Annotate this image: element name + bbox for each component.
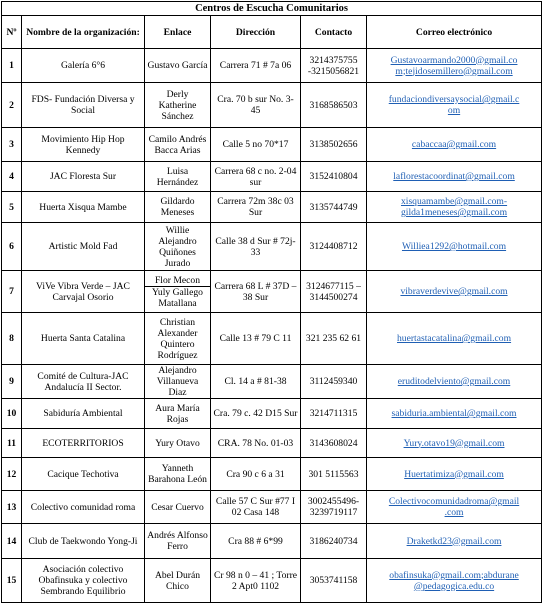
email-cell — [367, 162, 542, 192]
organization-name: Galería 6°6 — [22, 49, 145, 83]
email-cell — [367, 128, 542, 162]
email-link[interactable]: cabaccaa@gmail.com — [411, 139, 497, 150]
contact-person-name: Willie Alejandro Quiñones Jurado — [158, 224, 197, 269]
table-body — [2, 49, 542, 603]
email-link[interactable]: Gustavoarmando2000@gmail.co — [390, 54, 518, 66]
email-link[interactable]: laflorestacoordinat@gmail.com — [393, 171, 515, 182]
organization-name: JAC Floresta Sur — [22, 162, 145, 192]
phone: 321 235 62 61 — [301, 313, 367, 365]
phone: 3135744749 — [301, 192, 367, 223]
phone: 3152410804 — [301, 162, 367, 192]
organization-name: Colectivo comunidad roma — [22, 491, 145, 524]
contact-person-name: Yanneth Barahona León — [148, 463, 207, 485]
address: Calle 13 # 79 C 11 — [211, 313, 301, 365]
email-link[interactable]: eruditodelviento@gmail.com — [397, 376, 511, 387]
address: Carrera 68 L # 37D – 38 Sur — [211, 271, 301, 313]
contact-person — [145, 399, 211, 429]
table-row — [2, 458, 542, 491]
row-number: 5 — [2, 192, 22, 223]
email-link[interactable]: m;tejidosemillero@gmail.com — [395, 65, 513, 77]
email-cell — [367, 491, 542, 524]
phone: 3186240734 — [301, 524, 367, 559]
phone: 3053741158 — [301, 559, 367, 603]
contact-person — [145, 162, 211, 192]
header-address: Dirección — [211, 16, 301, 49]
contact-person-name: Abel Durán Chico — [154, 569, 201, 592]
row-number: 7 — [2, 271, 22, 313]
email-link[interactable]: Williea1292@hotmail.com — [401, 241, 507, 252]
address: Carrera 71 # 7a 06 — [211, 49, 301, 83]
row-number: 1 — [2, 49, 22, 83]
email-link[interactable]: Draketkd23@gmail.com — [406, 535, 502, 547]
address: Cra. 70 b sur No. 3-45 — [211, 83, 301, 128]
row-number: 11 — [2, 429, 22, 458]
email-link[interactable]: Huertatimiza@gmail.com — [404, 468, 504, 480]
contact-person — [145, 365, 211, 399]
row-number: 4 — [2, 162, 22, 192]
contact-person — [145, 559, 211, 603]
contact-person-name: Derly Katherine Sánchez — [158, 88, 197, 122]
organization-name: Movimiento Hip Hop Kennedy — [22, 128, 145, 162]
phone: 301 5115563 — [301, 458, 367, 491]
phone: 3214711315 — [301, 399, 367, 429]
header-email: Correo electrónico — [367, 16, 542, 49]
email-cell — [367, 524, 542, 559]
contact-person — [145, 458, 211, 491]
email-cell — [367, 559, 542, 603]
contact-person-name: Christian Alexander Quintero Rodríguez — [157, 316, 198, 361]
contact-person — [145, 271, 211, 313]
contact-person — [145, 223, 211, 271]
table-row — [2, 429, 542, 458]
table-row — [2, 559, 542, 603]
phone: 3124677115 – 3144500274 — [301, 271, 367, 313]
phone: 3002455496-3239719117 — [301, 491, 367, 524]
row-number: 3 — [2, 128, 22, 162]
contact-person — [145, 313, 211, 365]
table-row — [2, 49, 542, 83]
row-number: 9 — [2, 365, 22, 399]
email-cell — [367, 458, 542, 491]
organization-name: Artistic Mold Fad — [22, 223, 145, 271]
organization-name: ECOTERRITORIOS — [22, 429, 145, 458]
organization-name: Sabiduría Ambiental — [22, 399, 145, 429]
organizations-table — [1, 1, 542, 603]
phone: 3124408712 — [301, 223, 367, 271]
address: Cr 98 n 0 – 41 ; Torre 2 Apt0 1102 — [211, 559, 301, 603]
row-number: 13 — [2, 491, 22, 524]
table-row — [2, 271, 542, 313]
address: Cl. 14 a # 81-38 — [211, 365, 301, 399]
header-num: Nº — [2, 16, 22, 49]
row-number: 14 — [2, 524, 22, 559]
email-cell — [367, 313, 542, 365]
contact-person — [145, 49, 211, 83]
contact-person — [145, 192, 211, 223]
email-cell — [367, 192, 542, 223]
email-link[interactable]: Yury.otavo19@gmail.com — [403, 437, 505, 449]
table-row — [2, 162, 542, 192]
contact-person — [145, 83, 211, 128]
contact-person-name: Camilo Andrés Bacca Arias — [148, 133, 207, 156]
contact-person-name: Yury Otavo — [155, 437, 200, 449]
header-name: Nombre de la organización: — [22, 16, 145, 49]
email-cell — [367, 271, 542, 313]
contact-person-name: Alejandro Villanueva Diaz — [156, 365, 199, 398]
row-number: 10 — [2, 399, 22, 429]
email-cell — [367, 399, 542, 429]
table-row — [2, 365, 542, 399]
row-number: 12 — [2, 458, 22, 491]
contact-person-name: Luisa Hernández — [156, 165, 199, 188]
organization-name: Huerta Xisqua Mambe — [22, 192, 145, 223]
address: Calle 38 d Sur # 72j-33 — [211, 223, 301, 271]
contact-person-name: Aura María Rojas — [155, 402, 200, 425]
header-contact: Contacto — [301, 16, 367, 49]
email-cell — [367, 365, 542, 399]
contact-person-name: Andrés Alfonso Ferro — [147, 530, 208, 552]
email-link[interactable]: obafinsuka@gmail.com;abdurane — [389, 569, 519, 581]
contact-person-name: Yuly Gallego Matallana — [152, 286, 203, 309]
contact-person — [145, 128, 211, 162]
address: Cra 88 # 6*99 — [211, 524, 301, 559]
address: Calle 5 no 70*17 — [211, 128, 301, 162]
address: Carrera 68 c no. 2-04 sur — [211, 162, 301, 192]
email-cell — [367, 223, 542, 271]
contact-person-name: Gildardo Meneses — [160, 196, 195, 218]
contact-person — [145, 429, 211, 458]
table-row — [2, 313, 542, 365]
email-link[interactable]: om — [447, 105, 461, 116]
table-row — [2, 83, 542, 128]
row-number: 2 — [2, 83, 22, 128]
address: CRA. 78 No. 01-03 — [211, 429, 301, 458]
email-link[interactable]: fundaciondiversaysocial@gmail.c — [388, 94, 520, 105]
address: Cra 90 c 6 a 31 — [211, 458, 301, 491]
table-row — [2, 192, 542, 223]
address: Carrera 72m 38c 03 Sur — [211, 192, 301, 223]
email-link[interactable]: huertastacatalina@gmail.com — [397, 333, 512, 344]
row-number: 6 — [2, 223, 22, 271]
row-number: 15 — [2, 559, 22, 603]
organization-name: Huerta Santa Catalina — [22, 313, 145, 365]
organization-name: Club de Taekwondo Yong-Ji — [22, 524, 145, 559]
table-row — [2, 491, 542, 524]
row-number: 8 — [2, 313, 22, 365]
email-cell — [367, 49, 542, 83]
contact-person-name: Flor Mecon — [145, 275, 210, 287]
email-link[interactable]: @pedagogica.edu.co — [413, 580, 495, 592]
contact-person — [145, 524, 211, 559]
table-title: Centros de Escucha Comunitarios — [2, 2, 542, 16]
table-row — [2, 399, 542, 429]
email-link[interactable]: .com — [444, 507, 464, 518]
phone: 3138502656 — [301, 128, 367, 162]
phone: 3168586503 — [301, 83, 367, 128]
contact-person-name: Gustavo García — [147, 60, 208, 71]
contact-person-name: Cesar Cuervo — [151, 501, 204, 513]
phone: 3214375755 -3215056821 — [301, 49, 367, 83]
address: Calle 57 C Sur #77 I 02 Casa 148 — [211, 491, 301, 524]
organization-name: ViVe Vibra Verde – JAC Carvajal Osorio — [22, 271, 145, 313]
organization-name: Comité de Cultura-JAC Andalucía II Sector. — [22, 365, 145, 399]
email-cell — [367, 429, 542, 458]
phone: 3143608024 — [301, 429, 367, 458]
table-row — [2, 223, 542, 271]
email-link[interactable]: sabiduria.ambiental@gmail.com — [391, 408, 517, 419]
table-row — [2, 128, 542, 162]
email-cell — [367, 83, 542, 128]
organization-name: FDS- Fundación Diversa y Social — [22, 83, 145, 128]
email-link[interactable]: gilda1meneses@gmail.com — [400, 207, 508, 218]
organization-name: Asociación colectivo Obafinsuka y colectivo Sembrando Equilibrio — [22, 559, 145, 603]
phone: 3112459340 — [301, 365, 367, 399]
email-link[interactable]: xisquamambe@gmail.com- — [400, 196, 508, 207]
organization-name: Cacique Techotiva — [22, 458, 145, 491]
table-row — [2, 524, 542, 559]
contact-person — [145, 491, 211, 524]
address: Cra. 79 c. 42 D15 Sur — [211, 399, 301, 429]
email-link[interactable]: Colectivocomunidadroma@gmail — [388, 496, 520, 507]
header-link: Enlace — [145, 16, 211, 49]
email-link[interactable]: vibraverdevive@gmail.com — [400, 286, 508, 297]
